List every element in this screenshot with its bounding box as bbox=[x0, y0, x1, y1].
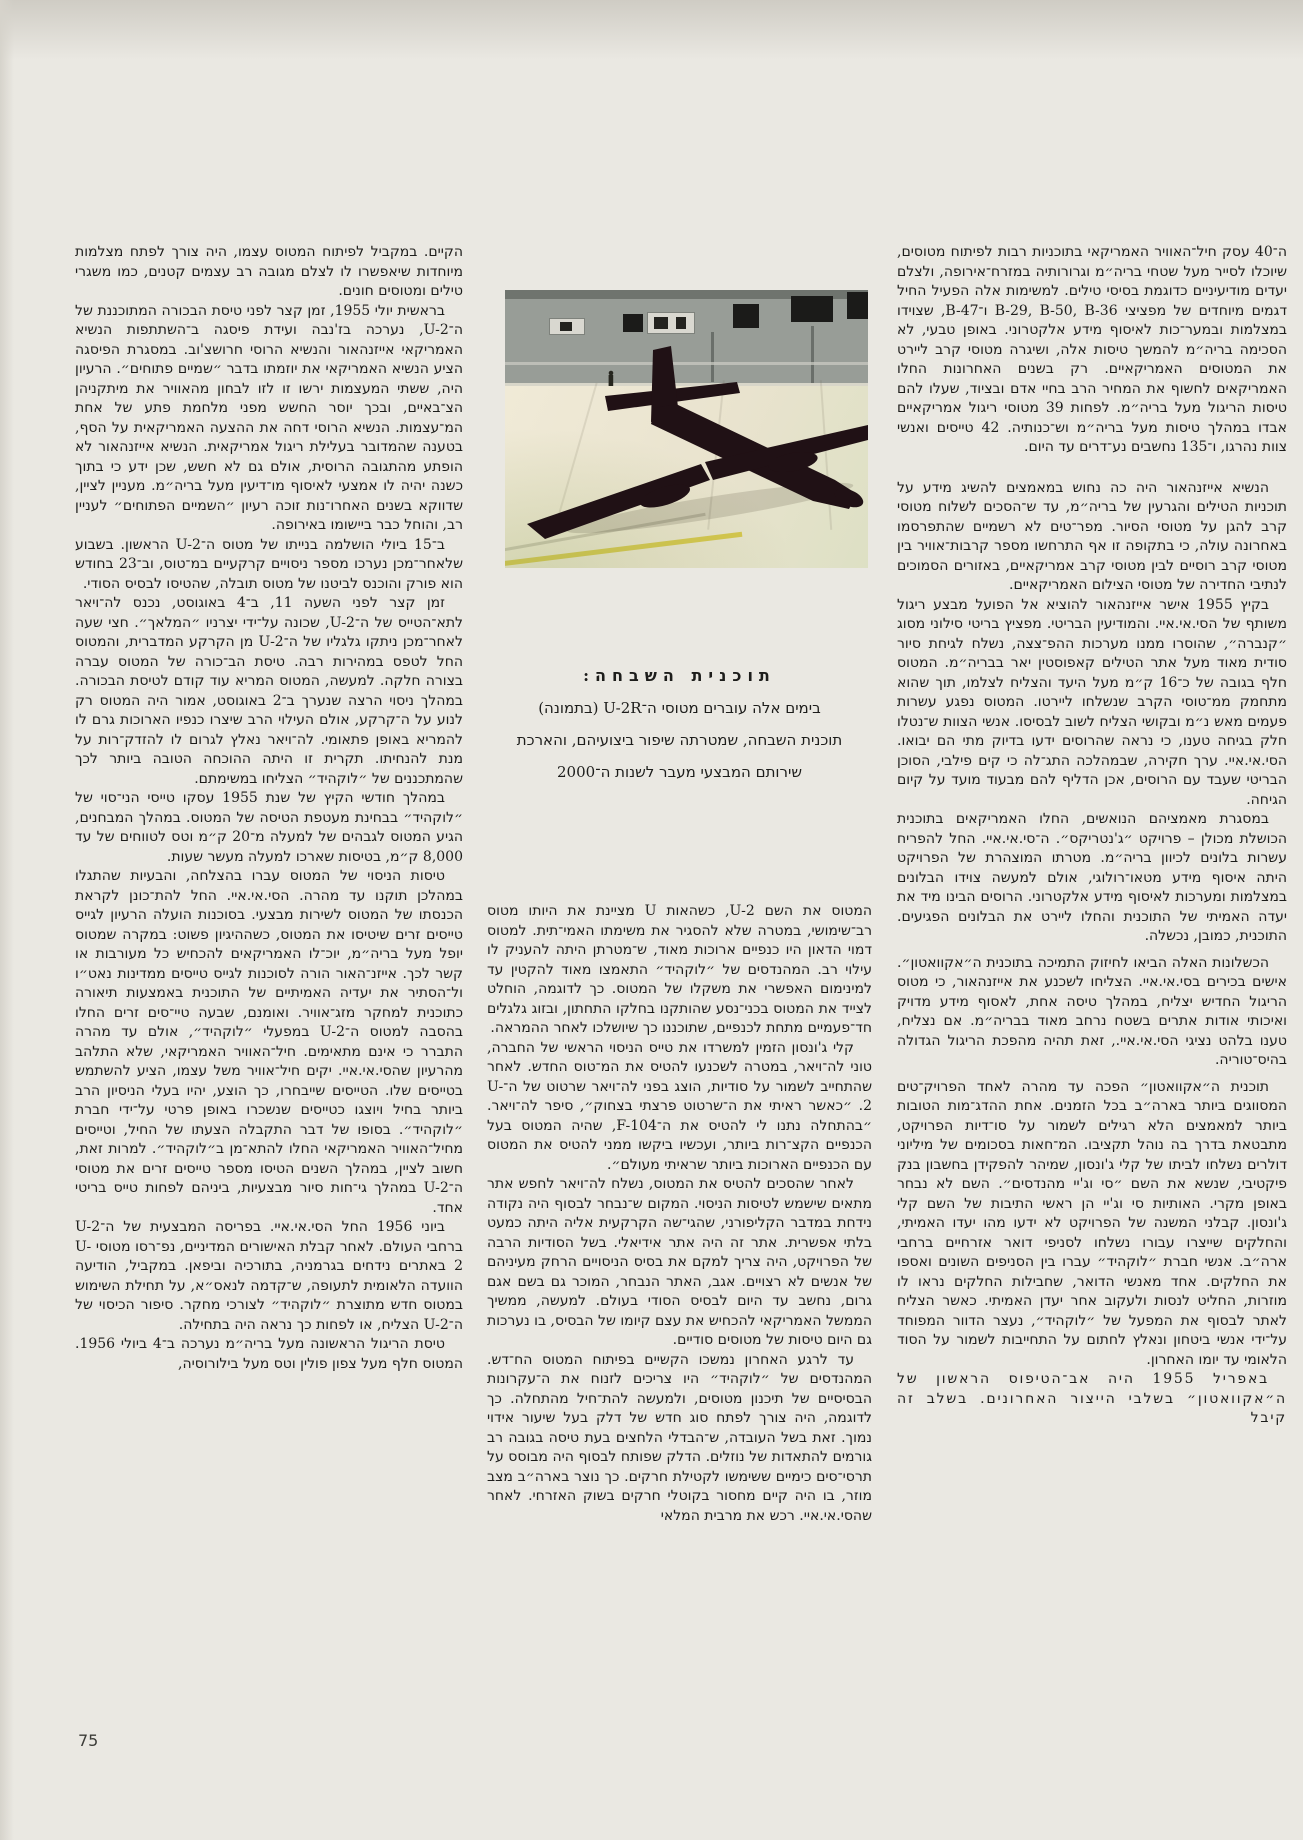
caption-lines bbox=[487, 697, 872, 783]
person-figure bbox=[609, 371, 614, 386]
scan-left-shade bbox=[0, 0, 14, 1840]
u2-aircraft-silhouette bbox=[505, 290, 868, 568]
u2-hangar-photo bbox=[505, 290, 868, 568]
paragraph: במסגרת מאמציהם הנואשים, החלו האמריקאים בתוכנית הכושלת מכולן – פרויקט ״ג'נטריקס״. ה־סי.אי.איי. החל להפריח עשרות בלונים לכיוון בריה״מ. מטרתו המוצהרת של הפרויקט היתה איסוף מידע מטאו־רולוגי, אולם למעשה צוידו הבלונים במצלמות ומערכות לאיסוף מידע אלקטרוני. הרוסים הבינו מיד את יעדה האמיתי של התוכנית והחלו ליירט את הבלונים הפגיעים. התוכנית, כמובן, נכשלה. bbox=[897, 811, 1287, 944]
caption-heading: תוכנית השבחה: bbox=[583, 666, 776, 685]
paragraph: זמן קצר לפני השעה 11, ב־4 באוגוסט, נכנס לה־ויאר לתא־הטייס של ה־U-2, שכונה על־ידי יצרניו ״המלאך״. חצי שעה לאחר־מכן ניתקו גלגליו של ה־U-2 מן הקרקע המדברית, והמטוס החל לטפס במהירות רבה. טיסת הב־כורה של המטוס עברה בצורה חלקה. למעשה, המטוס המריא עוד קודם לטיסת הבכורה. במהלך ניסוי הרצה שנערך ב־2 באוגוסט, אמור היה המטוס רק לנוע על ה־קרקע, אולם העילוי הרב שיצרו כנפיו הארוכות גרם לו להמריא באופן פתאומי. לה־ויאר נאלץ לגרום לו להזדק־רות על מנת להנחיתו. תקרית זו היתה ההוכחה הטובה ביותר לכך שהמתכננים של ״לוקהיד״ הצליחו במשימתם. bbox=[75, 595, 463, 787]
paragraph: טיסת הריגול הראשונה מעל בריה״מ נערכה ב־4 ביולי 1956. המטוס חלף מעל צפון פולין וטס מעל בילורוסיה, bbox=[75, 1336, 463, 1372]
paragraph: עד לרגע האחרון נמשכו הקשיים בפיתוח המטוס הח־דש. המהנדסים של ״לוקהיד״ היו צריכים לזנוח את ה־עקרונות הבסיסיים של תיכנון מטוסים, ולמעשה להת־חיל מהתחלה. כך לדוגמה, היה צורך לפתח סוג חדש של דלק בעל שיעור אידוי נמוך. זאת בשל העובדה, ש־הבדלי הלחצים בעת טיסה בגובה רב גורמים להתאדות של נוזלים. הדלק שפותח לבסוף היה מבוסס על תרסי־סים כימיים ששימשו לקטילת חרקים. כך נוצר בארה״ב מצב מוזר, בו היה קיים מחסור בקוטלי חרקים בשוק האזרחי. לאחר שהסי.אי.איי. רכש את מרבית המלאי bbox=[487, 1351, 872, 1524]
scan-top-shade bbox=[0, 0, 1303, 60]
paragraph: הכשלונות האלה הביאו לחיזוק התמיכה בתוכנית ה״אקוואטון״. אישים בכירים בסי.אי.איי. הצליחו לשכנע את אייזנהאור, כי מטוס הריגול החדיש יצליח, במהלך טיסה אחת, לאסוף מידע מדויק ואיכותי אודות אתרים בשטח נרחב מאוד בבריה״מ. אם נצליח, טענו בלהט נציגי הסי.אי.איי., זאת תהיה מהפכת הריגול הגדולה בהיס־טוריה. bbox=[897, 954, 1287, 1068]
paragraph: טיסות הניסוי של המטוס עברו בהצלחה, והבעיות שהתגלו במהלכן תוקנו עד מהרה. הסי.אי.איי. החל להת־כונן לקראת הכנסתו של המטוס לשירות מבצעי. בסוכנות הועלה הרעיון לגייס טייסים זרים שיטיסו את המטוס, כשההיגיון פשוט: במקרה שמטוס יופל מעל בריה״מ, יוכ־לו האמריקאים להכחיש כל מעורבות או קשר לכך. אייזנ־האור הורה לסוכנות לגייס טייסים ממדינות נאט״ו ול־הסתיר את יעדיה האמיתיים של התוכנית באמצעות תיאורה כתוכנית למחקר מזג־אוויר. ואומנם, שבעה טיי־סים זרים החלו בהסבה למטוס ה־U-2 במפעלי ״לוקהיד״, אולם עד מהרה התברר כי אינם מתאימים. חיל־האוויר האמריקאי, שלא התלהב מהרעיון שהסי.אי.איי. יקים חיל־אוויר משל עצמו, הציע להשתמש בטייסים שלו. הטייסים שייבחרו, כך הוצע, יהיו בעלי הניסיון הרב ביותר בחיל ויוצגו כטייסים שנשכרו באופן פרטי על־ידי חברת ״לוקהיד״. בסופו של דבר התקבלה הצעתו של החיל, וטייסים מחיל־האוויר האמריקאי החלו להתא־מן ב״לוקהיד״. למרות זאת, חשוב לציין, במהלך השנים הטיסו מספר טייסים זרים את מטוסי ה־U-2 במהלך גי־חות סיור מבצעיות, ביניהם לפחות טייס בריטי אחד. bbox=[75, 868, 464, 1216]
text-column-middle bbox=[487, 902, 872, 1526]
photo-caption bbox=[487, 666, 872, 793]
paragraph: קלי ג'ונסון הזמין למשרדו את טייס הניסוי הראשי של החברה, טוני לה־ויאר, במטרה לשכנעו להטיס את המ־טוס החדש. לאחר שהתחייב לשמור על סודיות, הוצג בפני לה־ויאר שרטוט של ה־U-2. ״כאשר ראיתי את ה־שרטוט פרצתי בצחוק״, סיפר לה־ויאר. ״בהתחלה נתנו לי להטיס את ה־F-104, שהיה המטוס בעל הכנפיים הקצ־רות ביותר, ועכשיו ביקשו ממני להטיס את המטוס עם הכנפיים הארוכות ביותר שראיתי מעולם״. bbox=[487, 1039, 872, 1173]
caption-line: שירותם המבצעי מעבר לשנות ה־2000 bbox=[557, 763, 802, 781]
text-column-left bbox=[75, 243, 463, 1374]
paragraph: במהלך חודשי הקיץ של שנת 1955 עסקו טייסי הני־סוי של ״לוקהיד״ בבחינת מעטפת הטיסה של המטוס. במהלך המבחנים, הגיע המטוס לגבהים של למעלה מ־20 ק״מ וטס לטווחים של עד 8,000 ק״מ, בטיסות שארכו למעלה מעשר שעות. bbox=[75, 790, 463, 865]
paragraph: בקיץ 1955 אישר אייזנהאור להוציא אל הפועל מבצע ריגול משותף של הסי.אי.איי. והמודיעין הבריטי. מפציץ בריטי סילוני מסוג ״קנברה״, שהוסרו ממנו מערכות ההפ־צצה, נשלח לגיחת סיור סודית מאוד מעל אתר הטילים קאפוסטין יאר בבריה״מ. המטוס חלף בגובה של כ־16 ק״מ מעל היעד והצליח לצלמו, תוך שהוא מתחמק ממ־טוסי הקרב שנשלחו ליירטו. המטוס נפגע עשרות פעמים מאש נ״מ ובקושי הצליח לשוב לבסיסו. אנשי הצוות ש־נטלו חלק בגיחה טענו, כי נראה שהרוסים ידעו בדיוק מתי הם יבואו. הסי.אי.איי. ערך חקירה, שבמהלכה התג־לה כי קים פילבי, הסוכן הבריטי שעבד עם הרוסים, אכן הדליף להם מבעוד מועד על קיום הגיחה. bbox=[897, 596, 1287, 808]
paragraph: הנשיא אייזנהאור היה כה נחוש במאמצים להשיג מידע על תוכניות הטילים והגרעין של בריה״מ, עד ש־הסכים לשלוח מטוסי קרב להגן על מטוסי הסיור. מפר־טים לא רשמיים שהתפרסמו באחרונה עולה, כי בתקופה זו אף התרחשו מספר קרבות־אוויר בין מטוסי קרב רוסיים לבין מטוסי קרב אמריקאיים, באזורים הסמוכים לנתיבי החדירה של מטוסי הצילום האמריקאיים. bbox=[897, 479, 1287, 593]
paragraph: תוכנית ה״אקוואטון״ הפכה עד מהרה לאחד הפרויק־טים המסווגים ביותר בארה״ב בכל הזמנים. אחת ההדג־מות הטובות ביותר למאמצים הלא רגילים לשמור על סו־דיות הפרויקט, מתבטאת בדרך בה נוהל תקציבו. המ־חאות בסכומים של מיליוני דולרים נשלחו לביתו של קלי ג'ונסון, שמיהר להפקידן בחשבון בנק פיקטיבי, שנשא את השם ״סי וג'יי מהנדסים״. השם לא נבחר באופן מקרי. האותיות סי וג'יי הן ראשי התיבות של השם קלי ג'ונסון. קבלני המשנה של הפרויקט לא ידעו מהו יעדו האמיתי, והחלקים שייצרו עבורו נשלחו לסניפי דואר אזרחיים ברחבי ארה״ב. אנשי חברת ״לוקהיד״ עברו בין הסניפים השונים ואספו את החלקים. אחד מאנשי הדואר, שחבילות החלקים נראו לו מוזרות, החליט לנסות ולעקוב אחר יעדן האמיתי. כאשר הצליח לאתר לבסוף את המפעל של ״לוקהיד״, נעצר הדוור המפוחד על־ידי אנשי ביטחון ונאלץ לחתום על התחייבות לשמור על הסוד הלאומי עד יומו האחרון. bbox=[897, 1078, 1287, 1368]
caption-line: תוכנית השבחה, שמטרתה שיפור ביצועיהם, והארכת bbox=[516, 731, 843, 749]
paragraph: ה־40 עסק חיל־האוויר האמריקאי בתוכניות רבות לפיתוח מטוסים, שיוכלו לסייר מעל שטחי בריה״מ וגרורותיה במזרח־אירופה, ולצלם יעדים מודיעיניים כדוגמת בסיסי טילים. למשימות אלה הפעיל החיל דגמים מיוחדים של מפציצי B-29, B-50, B-36 ו־B-47, שצוידו במצלמות ובמער־כות לאיסוף מידע אלקטרוני. באופן טבעי, לא הסכימה בריה״מ להמשך טיסות אלה, ושיגרה מטוסי קרב ליירט את המטוסים האמריקאיים. רק בשנים האחרונות החלו האמריקאים לחשוף את המחיר הרב בחיי אדם ובציוד, שעלו להם טיסות הריגול מעל בריה״מ. לפחות 39 מטוסי ריגול אמריקאיים אבדו במהלך טיסות מעל בריה״מ וש־כנותיה. 42 טייסים ואנשי צוות נהרגו, ו־135 נחשבים נע־דרים עד היום. bbox=[897, 244, 1287, 455]
paragraph: ב־15 ביולי הושלמה בנייתו של מטוס ה־U-2 הראשון. בשבוע שלאחר־מכן נערכו מספר ניסויים קרקעיים במ־טוס, וב־23 בחודש הוא פורק והוכנס לביטנו של מטוס תובלה, שהטיסו לבסיס הסודי. bbox=[75, 536, 463, 592]
text-column-right bbox=[897, 243, 1287, 1429]
paragraph: לאחר שהסכים להטיס את המטוס, נשלח לה־ויאר לחפש אתר מתאים שישמש לטיסות הניסוי. המקום ש־נבחר לבסוף היה נקודה נידחת במדבר הקליפורני, שהגי־שה הקרקעית אליה היתה כמעט בלתי אפשרית. אתר זה היה אתר אידיאלי. בשל הסודיות הרבה של הפרויקט, היה צריך למקם את בסיס הניסויים הרחק מעיניהם של אנשים לא רצויים. אגב, האתר הנבחר, המוכר גם בשם אגם גרום, נחשב עד היום לבסיס הסודי בעולם. למעשה, ממשיך הממשל האמריקאי להכחיש את עצם קיומו של הבסיס, בו נערכות גם היום טיסות של מטוסים סודיים. bbox=[487, 1176, 872, 1348]
paragraph: המטוס את השם U-2, כשהאות U מציינת את היותו מטוס רב־שימושי, במטרה שלא להסגיר את משימתו האמי־תית. למטוס דמוי הדאון היו כנפיים ארוכות מאוד, ש־מטרתן היתה להעניק לו עילוי רב. המהנדסים של ״לוקהיד״ התאמצו מאוד להקטין עד למינימום האפשרי את משקלו של המטוס. כך לדוגמה, הוחלט לצייד את המטוס בכני־נסע שהותקנו בחלקו התחתון, ובזוג גלגלים חד־פעמיים מתחת לכנפיים, שתוכננו כך שיושלכו לאחר ההמראה. bbox=[487, 903, 872, 1036]
caption-line: בימים אלה עוברים מטוסי ה־U-2R (בתמונה) bbox=[538, 699, 821, 717]
paragraph: הקיים. במקביל לפיתוח המטוס עצמו, היה צורך לפתח מצלמות מיוחדות שיאפשרו לו לצלם מגובה רב עצמים קטנים, כמו משגרי טילים ומטוסים חונים. bbox=[75, 244, 463, 299]
paragraph: בראשית יולי 1955, זמן קצר לפני טיסת הבכורה המתוכננת של ה־U-2, נערכה בז'נבה ועידת פיסגה ב־השתתפות הנשיא האמריקאי אייזנהאור והנשיא הרוסי חרושצ'וב. במסגרת הפיסגה הציע הנשיא האמריקאי את יוזמתו בדבר ״שמיים פתוחים״. הרעיון היה, ששתי המעצמות ירשו זו לזו לבחון מהאוויר את מיתקניהן הצ־באיים, ובכך יוסר החשש מפני מלחמת פתע של אחת המ־עצמות. הנשיא הרוסי דחה את ההצעה האמריקאית על הסף, בטענה שהמדובר בעלילת ריגול אמריקאית. הנשיא אייזנהאור לא הופתע מהתגובה הרוסית, אולם גם לא חשש, שכן ידע כי בתוך כשנה יהיה לו אמצעי לאיסוף מו־דיעין מעל בריה״מ. מעניין לציין, שדווקא בשנים האחרו־נות זוכה רעיון ״השמיים הפתוחים״ לעניין רב, והוחל כבר ביישומו באירופה. bbox=[75, 302, 463, 533]
paragraph: ביוני 1956 החל הסי.אי.איי. בפריסה המבצעית של ה־U-2 ברחבי העולם. לאחר קבלת האישורים המדיניים, נפ־רסו מטוסי U-2 באתרים נידחים בגרמניה, בתורכיה וביפאן. במקביל, הודיעה הוועדה הלאומית לתעופה, ש־קדמה לנאס״א, על תחילת השימוש במטוס חדש מתוצרת ״לוקהיד״ לצורכי מחקר. סיפור הכיסוי של ה־U-2 הצליח, או לפחות כך נראה היה בתחילה. bbox=[75, 1219, 463, 1333]
page-number: 75 bbox=[78, 1731, 99, 1750]
paragraph: באפריל 1955 היה אב־הטיפוס הראשון של ה״אקוואטון״ בשלבי הייצור האחרונים. בשלב זה קיבל bbox=[897, 1371, 1287, 1426]
